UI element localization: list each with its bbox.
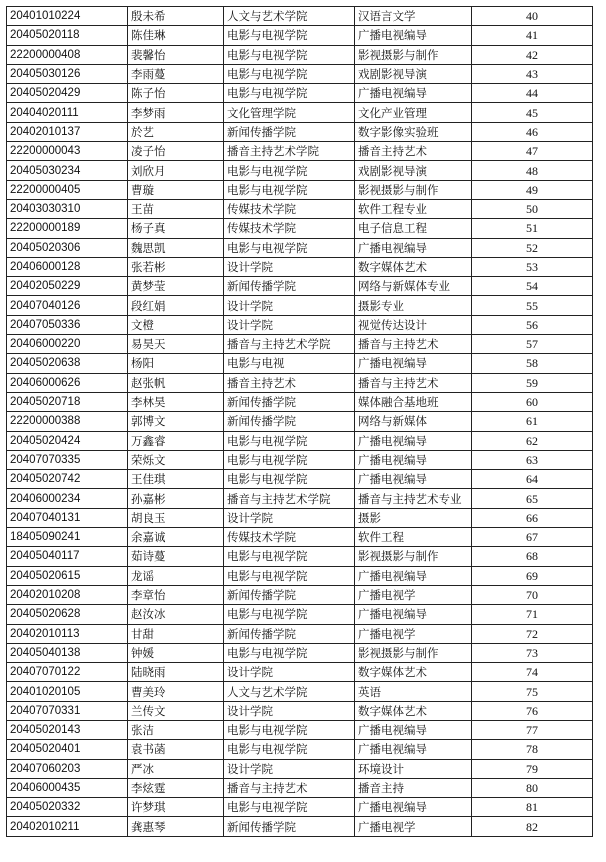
- major-cell: 英语: [355, 682, 472, 701]
- major-cell: 播音与主持艺术专业: [355, 489, 472, 508]
- student-id-cell: 20402010208: [7, 585, 128, 604]
- table-row: [7, 142, 593, 161]
- college-cell: 电影与电视学院: [224, 566, 355, 585]
- college-cell: 播音与主持艺术: [224, 778, 355, 797]
- table-row: [7, 720, 593, 739]
- college-cell: 电影与电视学院: [224, 161, 355, 180]
- major-cell: 广播电视学: [355, 624, 472, 643]
- table-row: [7, 26, 593, 45]
- table-row: [7, 643, 593, 662]
- rank-cell: 51: [472, 219, 593, 238]
- rank-cell: 61: [472, 412, 593, 431]
- rank-cell: 64: [472, 470, 593, 489]
- name-cell: 袁书菡: [128, 740, 224, 759]
- name-cell: 赵汝冰: [128, 605, 224, 624]
- name-cell: 陈子怡: [128, 84, 224, 103]
- table-row: [7, 161, 593, 180]
- major-cell: 数字媒体艺术: [355, 257, 472, 276]
- major-cell: 媒体融合基地班: [355, 392, 472, 411]
- name-cell: 陆晓雨: [128, 663, 224, 682]
- name-cell: 李章怡: [128, 585, 224, 604]
- major-cell: 广播电视编导: [355, 798, 472, 817]
- major-cell: 环境设计: [355, 759, 472, 778]
- table-row: [7, 566, 593, 585]
- name-cell: 文橙: [128, 315, 224, 334]
- name-cell: 杨阳: [128, 354, 224, 373]
- major-cell: 摄影专业: [355, 296, 472, 315]
- rank-cell: 80: [472, 778, 593, 797]
- table-row: [7, 528, 593, 547]
- name-cell: 张洁: [128, 720, 224, 739]
- college-cell: 设计学院: [224, 759, 355, 778]
- name-cell: 赵张帆: [128, 373, 224, 392]
- rank-cell: 47: [472, 142, 593, 161]
- major-cell: 广播电视学: [355, 585, 472, 604]
- rank-cell: 59: [472, 373, 593, 392]
- student-id-cell: 20407070331: [7, 701, 128, 720]
- student-id-cell: 20406000626: [7, 373, 128, 392]
- college-cell: 文化管理学院: [224, 103, 355, 122]
- name-cell: 张若彬: [128, 257, 224, 276]
- rank-cell: 46: [472, 122, 593, 141]
- major-cell: 广播电视学: [355, 817, 472, 836]
- college-cell: 电影与电视学院: [224, 605, 355, 624]
- table-row: [7, 798, 593, 817]
- rank-cell: 73: [472, 643, 593, 662]
- name-cell: 胡良玉: [128, 508, 224, 527]
- major-cell: 广播电视编导: [355, 720, 472, 739]
- name-cell: 段红娟: [128, 296, 224, 315]
- rank-cell: 71: [472, 605, 593, 624]
- name-cell: 裴馨怡: [128, 45, 224, 64]
- name-cell: 龚惠琴: [128, 817, 224, 836]
- student-id-cell: 20405020332: [7, 798, 128, 817]
- major-cell: 广播电视编导: [355, 450, 472, 469]
- rank-cell: 78: [472, 740, 593, 759]
- college-cell: 新闻传播学院: [224, 624, 355, 643]
- student-id-cell: 20407040126: [7, 296, 128, 315]
- rank-cell: 68: [472, 547, 593, 566]
- table-row: [7, 277, 593, 296]
- rank-cell: 50: [472, 199, 593, 218]
- table-row: [7, 296, 593, 315]
- college-cell: 人文与艺术学院: [224, 7, 355, 26]
- student-id-cell: 18405090241: [7, 528, 128, 547]
- student-id-cell: 20407070335: [7, 450, 128, 469]
- major-cell: 戏剧影视导演: [355, 161, 472, 180]
- rank-cell: 58: [472, 354, 593, 373]
- college-cell: 新闻传播学院: [224, 277, 355, 296]
- college-cell: 设计学院: [224, 663, 355, 682]
- major-cell: 数字媒体艺术: [355, 663, 472, 682]
- rank-cell: 82: [472, 817, 593, 836]
- college-cell: 设计学院: [224, 296, 355, 315]
- table-row: [7, 257, 593, 276]
- table-row: [7, 817, 593, 836]
- name-cell: 易昊天: [128, 335, 224, 354]
- student-id-cell: 20405040138: [7, 643, 128, 662]
- name-cell: 凌子怡: [128, 142, 224, 161]
- student-id-cell: 20401020105: [7, 682, 128, 701]
- student-id-cell: 20405020628: [7, 605, 128, 624]
- major-cell: 数字媒体艺术: [355, 701, 472, 720]
- name-cell: 荣烁文: [128, 450, 224, 469]
- college-cell: 传媒技术学院: [224, 528, 355, 547]
- name-cell: 李林昊: [128, 392, 224, 411]
- student-id-cell: 22200000405: [7, 180, 128, 199]
- student-id-cell: 20402010211: [7, 817, 128, 836]
- rank-cell: 63: [472, 450, 593, 469]
- student-id-cell: 20405030126: [7, 64, 128, 83]
- table-row: [7, 431, 593, 450]
- major-cell: 广播电视编导: [355, 470, 472, 489]
- college-cell: 播音与主持艺术学院: [224, 489, 355, 508]
- college-cell: 新闻传播学院: [224, 412, 355, 431]
- major-cell: 播音与主持艺术: [355, 335, 472, 354]
- table-row: [7, 682, 593, 701]
- rank-cell: 65: [472, 489, 593, 508]
- table-row: [7, 373, 593, 392]
- rank-cell: 57: [472, 335, 593, 354]
- name-cell: 曹美玲: [128, 682, 224, 701]
- name-cell: 龙谣: [128, 566, 224, 585]
- rank-cell: 79: [472, 759, 593, 778]
- student-id-cell: 20406000435: [7, 778, 128, 797]
- college-cell: 新闻传播学院: [224, 585, 355, 604]
- name-cell: 许梦琪: [128, 798, 224, 817]
- major-cell: 广播电视编导: [355, 354, 472, 373]
- table-row: [7, 740, 593, 759]
- college-cell: 电影与电视: [224, 354, 355, 373]
- table-row: [7, 412, 593, 431]
- college-cell: 电影与电视学院: [224, 798, 355, 817]
- table-row: [7, 354, 593, 373]
- rank-cell: 62: [472, 431, 593, 450]
- rank-cell: 40: [472, 7, 593, 26]
- college-cell: 电影与电视学院: [224, 238, 355, 257]
- table-row: [7, 335, 593, 354]
- major-cell: 网络与新媒体专业: [355, 277, 472, 296]
- name-cell: 茹诗蔓: [128, 547, 224, 566]
- name-cell: 陈佳琳: [128, 26, 224, 45]
- student-id-cell: 20407050336: [7, 315, 128, 334]
- name-cell: 刘欣月: [128, 161, 224, 180]
- major-cell: 数字影像实验班: [355, 122, 472, 141]
- table-row: [7, 392, 593, 411]
- major-cell: 播音主持艺术: [355, 142, 472, 161]
- student-id-cell: 20405020424: [7, 431, 128, 450]
- rank-cell: 81: [472, 798, 593, 817]
- rank-cell: 77: [472, 720, 593, 739]
- major-cell: 电子信息工程: [355, 219, 472, 238]
- table-row: [7, 103, 593, 122]
- college-cell: 电影与电视学院: [224, 64, 355, 83]
- college-cell: 电影与电视学院: [224, 180, 355, 199]
- student-id-cell: 20402010137: [7, 122, 128, 141]
- name-cell: 王苗: [128, 199, 224, 218]
- major-cell: 播音主持: [355, 778, 472, 797]
- college-cell: 电影与电视学院: [224, 450, 355, 469]
- rank-cell: 53: [472, 257, 593, 276]
- major-cell: 广播电视编导: [355, 740, 472, 759]
- table-row: [7, 180, 593, 199]
- name-cell: 兰传文: [128, 701, 224, 720]
- name-cell: 殷未希: [128, 7, 224, 26]
- major-cell: 影视摄影与制作: [355, 643, 472, 662]
- student-id-cell: 20405020306: [7, 238, 128, 257]
- name-cell: 曹璇: [128, 180, 224, 199]
- name-cell: 魏思凯: [128, 238, 224, 257]
- rank-cell: 60: [472, 392, 593, 411]
- college-cell: 播音主持艺术学院: [224, 142, 355, 161]
- college-cell: 新闻传播学院: [224, 392, 355, 411]
- student-id-cell: 20405020118: [7, 26, 128, 45]
- student-id-cell: 20405020143: [7, 720, 128, 739]
- college-cell: 播音主持艺术: [224, 373, 355, 392]
- major-cell: 广播电视编导: [355, 26, 472, 45]
- rank-cell: 75: [472, 682, 593, 701]
- college-cell: 设计学院: [224, 257, 355, 276]
- major-cell: 广播电视编导: [355, 238, 472, 257]
- table-row: [7, 315, 593, 334]
- table-row: [7, 605, 593, 624]
- student-id-cell: 20402050229: [7, 277, 128, 296]
- rank-cell: 56: [472, 315, 593, 334]
- rank-cell: 67: [472, 528, 593, 547]
- rank-cell: 41: [472, 26, 593, 45]
- table-row: [7, 219, 593, 238]
- college-cell: 电影与电视学院: [224, 431, 355, 450]
- student-id-cell: 20407040131: [7, 508, 128, 527]
- student-id-cell: 20402010113: [7, 624, 128, 643]
- table-row: [7, 778, 593, 797]
- name-cell: 黄梦莹: [128, 277, 224, 296]
- major-cell: 影视摄影与制作: [355, 45, 472, 64]
- table-row: [7, 45, 593, 64]
- student-list-table: [6, 6, 593, 837]
- student-id-cell: 22200000189: [7, 219, 128, 238]
- table-row: [7, 470, 593, 489]
- table-row: [7, 547, 593, 566]
- student-id-cell: 20405020429: [7, 84, 128, 103]
- name-cell: 王佳琪: [128, 470, 224, 489]
- student-id-cell: 20405020638: [7, 354, 128, 373]
- table-row: [7, 663, 593, 682]
- student-id-cell: 20405040117: [7, 547, 128, 566]
- major-cell: 网络与新媒体: [355, 412, 472, 431]
- rank-cell: 74: [472, 663, 593, 682]
- college-cell: 传媒技术学院: [224, 219, 355, 238]
- major-cell: 广播电视编导: [355, 605, 472, 624]
- rank-cell: 42: [472, 45, 593, 64]
- rank-cell: 70: [472, 585, 593, 604]
- college-cell: 电影与电视学院: [224, 26, 355, 45]
- table-row: [7, 624, 593, 643]
- table-row: [7, 450, 593, 469]
- major-cell: 摄影: [355, 508, 472, 527]
- name-cell: 钟媛: [128, 643, 224, 662]
- rank-cell: 43: [472, 64, 593, 83]
- rank-cell: 44: [472, 84, 593, 103]
- rank-cell: 49: [472, 180, 593, 199]
- college-cell: 传媒技术学院: [224, 199, 355, 218]
- table-row: [7, 701, 593, 720]
- student-id-cell: 20405020742: [7, 470, 128, 489]
- table-row: [7, 64, 593, 83]
- name-cell: 李梦雨: [128, 103, 224, 122]
- name-cell: 甘甜: [128, 624, 224, 643]
- table-row: [7, 585, 593, 604]
- rank-cell: 54: [472, 277, 593, 296]
- major-cell: 软件工程专业: [355, 199, 472, 218]
- student-id-cell: 20405030234: [7, 161, 128, 180]
- student-id-cell: 20401010224: [7, 7, 128, 26]
- student-id-cell: 20406000220: [7, 335, 128, 354]
- student-id-cell: 20405020401: [7, 740, 128, 759]
- rank-cell: 69: [472, 566, 593, 585]
- college-cell: 电影与电视学院: [224, 643, 355, 662]
- college-cell: 电影与电视学院: [224, 470, 355, 489]
- student-id-cell: 22200000388: [7, 412, 128, 431]
- table-row: [7, 7, 593, 26]
- major-cell: 汉语言文学: [355, 7, 472, 26]
- student-id-cell: 22200000043: [7, 142, 128, 161]
- major-cell: 视觉传达设计: [355, 315, 472, 334]
- name-cell: 严冰: [128, 759, 224, 778]
- college-cell: 电影与电视学院: [224, 84, 355, 103]
- table-row: [7, 199, 593, 218]
- major-cell: 播音与主持艺术: [355, 373, 472, 392]
- student-id-cell: 20406000234: [7, 489, 128, 508]
- table-row: [7, 489, 593, 508]
- table-row: [7, 84, 593, 103]
- major-cell: 广播电视编导: [355, 431, 472, 450]
- major-cell: 软件工程: [355, 528, 472, 547]
- name-cell: 万鑫睿: [128, 431, 224, 450]
- rank-cell: 48: [472, 161, 593, 180]
- student-id-cell: 20407060203: [7, 759, 128, 778]
- table-row: [7, 508, 593, 527]
- student-id-cell: 20406000128: [7, 257, 128, 276]
- name-cell: 杨子真: [128, 219, 224, 238]
- table-row: [7, 122, 593, 141]
- student-id-cell: 22200000408: [7, 45, 128, 64]
- rank-cell: 76: [472, 701, 593, 720]
- name-cell: 郭博文: [128, 412, 224, 431]
- major-cell: 影视摄影与制作: [355, 547, 472, 566]
- college-cell: 设计学院: [224, 508, 355, 527]
- table-body: [7, 7, 593, 837]
- college-cell: 设计学院: [224, 315, 355, 334]
- major-cell: 影视摄影与制作: [355, 180, 472, 199]
- student-id-cell: 20404020111: [7, 103, 128, 122]
- college-cell: 电影与电视学院: [224, 547, 355, 566]
- name-cell: 於艺: [128, 122, 224, 141]
- student-id-cell: 20407070122: [7, 663, 128, 682]
- major-cell: 广播电视编导: [355, 84, 472, 103]
- college-cell: 播音与主持艺术学院: [224, 335, 355, 354]
- rank-cell: 66: [472, 508, 593, 527]
- table-row: [7, 238, 593, 257]
- student-id-cell: 20405020718: [7, 392, 128, 411]
- name-cell: 李炫霆: [128, 778, 224, 797]
- rank-cell: 55: [472, 296, 593, 315]
- college-cell: 设计学院: [224, 701, 355, 720]
- student-id-cell: 20403030310: [7, 199, 128, 218]
- college-cell: 新闻传播学院: [224, 122, 355, 141]
- college-cell: 电影与电视学院: [224, 740, 355, 759]
- major-cell: 戏剧影视导演: [355, 64, 472, 83]
- name-cell: 余嘉诚: [128, 528, 224, 547]
- college-cell: 电影与电视学院: [224, 45, 355, 64]
- rank-cell: 52: [472, 238, 593, 257]
- name-cell: 李雨蔓: [128, 64, 224, 83]
- name-cell: 孙嘉彬: [128, 489, 224, 508]
- rank-cell: 45: [472, 103, 593, 122]
- table-row: [7, 759, 593, 778]
- rank-cell: 72: [472, 624, 593, 643]
- college-cell: 电影与电视学院: [224, 720, 355, 739]
- college-cell: 新闻传播学院: [224, 817, 355, 836]
- major-cell: 文化产业管理: [355, 103, 472, 122]
- student-id-cell: 20405020615: [7, 566, 128, 585]
- college-cell: 人文与艺术学院: [224, 682, 355, 701]
- major-cell: 广播电视编导: [355, 566, 472, 585]
